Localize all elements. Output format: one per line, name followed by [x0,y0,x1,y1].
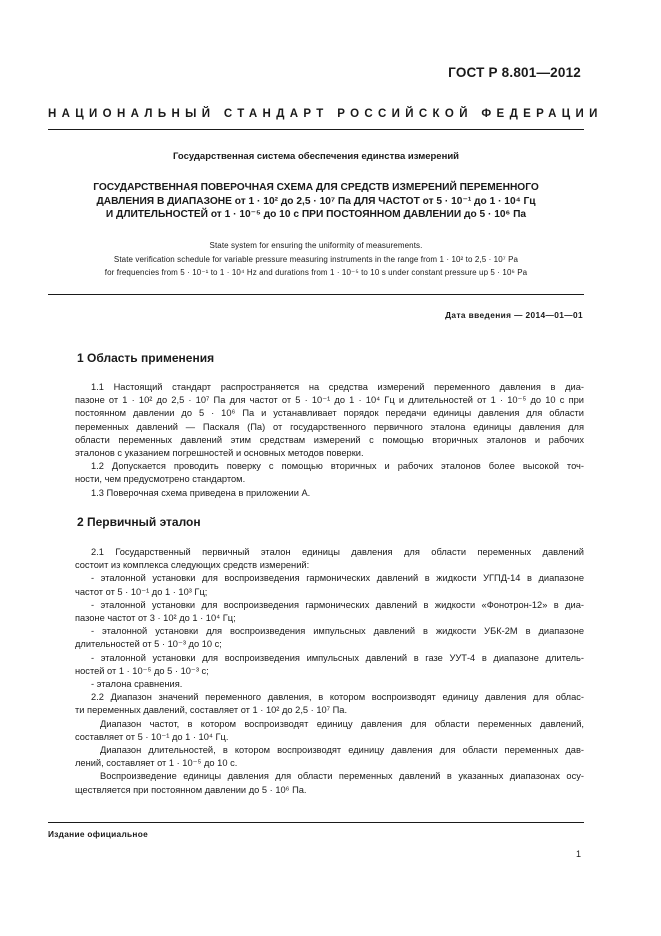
english-title-line: State system for ensuring the uniformity of measurements. [209,241,423,250]
text-line: ности, чем предусмотрено стандартом. [75,474,246,485]
text-line: 2.2 Диапазон значений переменного давления, в котором воспроизводят единицу давления для облас- [91,692,584,703]
title-divider [48,294,584,295]
text-line: переменных давлений — Паскаля (Па) от государственного первичного эталона единицы давления для [75,421,584,432]
english-title [48,239,584,280]
text-line: эталонов с указанием погрешностей и основных методов поверки. [75,448,364,459]
english-title-line: State verification schedule for variable pressure measuring instruments in the range from 1 · 10² to 2,5 · 10⁷ Pa [113,254,519,264]
list-item: - эталона сравнения. [91,679,183,690]
top-divider [48,129,584,130]
text-line: ществляется при постоянном давлении до 5 · 10⁶ Па. [75,784,307,795]
national-standard-banner: НАЦИОНАЛЬНЫЙ СТАНДАРТ РОССИЙСКОЙ ФЕДЕРАЦИИ [48,108,603,120]
main-title-line: ДАВЛЕНИЯ В ДИАПАЗОНЕ от 1 · 10² до 2,5 · 10⁷ Па ДЛЯ ЧАСТОТ от 5 · 10⁻¹ до 1 · 10⁴ Гц [96,195,536,207]
introduction-date: Дата введения — 2014—01—01 [445,310,583,320]
section-primary-standard-body [75,546,584,797]
text-line: 1.1 Настоящий стандарт распространяется на средства измерений переменного давления в диа- [91,382,584,392]
document-code: ГОСТ Р 8.801—2012 [448,65,581,80]
page-number: 1 [575,849,581,859]
list-item: - эталонной установки для воспроизведения гармонических давлений в жидкости «Фонотрон-12» в диа- [91,599,584,610]
official-edition-note: Издание официальное [48,829,149,839]
text-line: Воспроизведение единицы давления для области переменных давлений в указанных диапазонах осу- [100,771,584,782]
text-line: Диапазон длительностей, в котором воспроизводят единицу давления для области переменных дав- [100,745,584,756]
section-scope-body [75,381,584,500]
text-line: составляет от 5 · 10⁻¹ до 1 · 10⁴ Гц. [75,731,229,742]
text-line: частот от 5 · 10⁻¹ до 1 · 10³ Гц; [75,586,208,597]
system-title: Государственная система обеспечения единства измерений [172,151,460,162]
text-line: лений, составляет от 1 · 10⁻⁵ до 10 с. [75,758,238,769]
text-line: пазоне частот от 3 · 10² до 1 · 10⁴ Гц; [75,613,236,624]
text-line: пазоне от 1 · 10² до 2,5 · 10⁷ Па для частот от 5 · 10⁻¹ до 1 · 10⁴ Гц и длительностей от 1 · 10⁻⁵ до 10 с при [75,395,584,406]
main-title-line: И ДЛИТЕЛЬНОСТЕЙ от 1 · 10⁻⁵ до 10 с ПРИ ПОСТОЯННОМ ДАВЛЕНИИ до 5 · 10⁶ Па [105,209,527,220]
text-line: области переменных давлений этим средствам измерений с помощью вторичных эталонов и рабочих [75,434,584,445]
list-item: - эталонной установки для воспроизведения гармонических давлений в жидкости УГПД-14 в диапазоне [91,573,584,584]
main-title-line: ГОСУДАРСТВЕННАЯ ПОВЕРОЧНАЯ СХЕМА ДЛЯ СРЕДСТВ ИЗМЕРЕНИЙ ПЕРЕМЕННОГО [93,182,539,193]
text-line: 1.3 Поверочная схема приведена в приложении А. [91,487,311,498]
section-heading-scope: 1 Область применения [77,351,215,365]
text-line: 2.1 Государственный первичный эталон единицы давления для области переменных давлений [91,547,584,557]
footer-divider [48,822,584,823]
text-line: 1.2 Допускается проводить поверку с помощью вторичных и рабочих эталонов более высокой точ- [91,461,584,472]
text-line: ти переменных давлений, составляет от 1 · 10² до 2,5 · 10⁷ Па. [75,705,348,716]
text-line: ностей от 1 · 10⁻⁵ до 5 · 10⁻³ с; [75,665,209,676]
text-line: Диапазон частот, в котором воспроизводят единицу давления для области переменных давлений, [100,718,584,729]
text-line: длительностей от 5 · 10⁻³ до 10 с; [75,639,222,650]
english-title-line: for frequencies from 5 · 10⁻¹ to 1 · 10⁴ Hz and durations from 1 · 10⁻⁵ to 10 s under constant pressure up 5 · 10⁶ Pa [104,268,528,277]
text-line: состоит из комплекса следующих средств измерений: [75,560,310,571]
section-heading-primary-standard: 2 Первичный эталон [77,515,201,529]
list-item: - эталонной установки для воспроизведения импульсных давлений в жидкости УБК-2М в диапазоне [91,626,584,637]
main-title [48,181,584,222]
list-item: - эталонной установки для воспроизведения импульсных давлений в газе УУТ-4 в диапазоне длитель- [91,652,584,663]
text-line: постоянном давлении до 5 · 10⁶ Па и устанавливает порядок передачи единицы давления для области [75,408,584,419]
